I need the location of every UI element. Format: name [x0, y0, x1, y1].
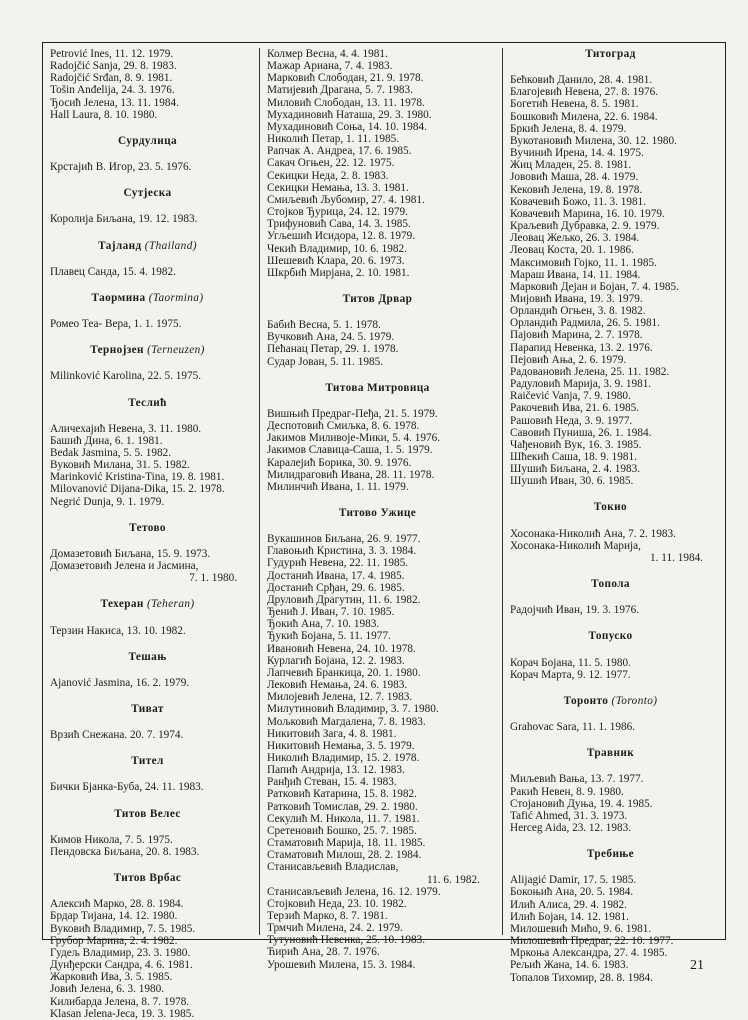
town-heading	[267, 507, 502, 519]
name-entry: Стојковић Неда, 23. 10. 1982.	[267, 897, 407, 910]
spacer	[510, 60, 725, 74]
spacer	[50, 199, 259, 213]
town-section	[50, 508, 259, 585]
name-entry: Бабић Весна, 5. 1. 1978.	[267, 319, 381, 332]
name-entry: Жарковић Ива, 3. 5. 1985.	[50, 971, 173, 984]
town-section	[50, 48, 259, 121]
name-entry: Дунђерски Сандра, 4. 6. 1981.	[50, 959, 193, 972]
town-name-foreign: (Toronto)	[611, 694, 658, 707]
name-entry: Petrović Ines, 11. 12. 1979.	[50, 48, 174, 60]
spacer	[510, 860, 725, 874]
town-name-foreign: (Teheran)	[147, 598, 195, 611]
spacer	[50, 858, 259, 872]
town-section	[267, 48, 502, 279]
town-heading	[510, 630, 725, 642]
name-entry: Пајовић Марина, 2. 7. 1978.	[510, 329, 643, 342]
name-entry: Marinković Kristina-Tina, 19. 8. 1981.	[50, 471, 225, 484]
spacer	[50, 637, 259, 651]
name-entry: Миљевић Вања, 13. 7. 1977.	[510, 773, 644, 786]
town-heading	[267, 293, 502, 305]
name-entry: Каралејић Борика, 30. 9. 1976.	[267, 456, 412, 469]
name-entry: Ромео Теа- Вера, 1. 1. 1975.	[50, 318, 182, 331]
name-entry: Шћекић Саша, 18. 9. 1981.	[510, 451, 637, 463]
spacer	[510, 733, 725, 747]
name-entry: Гудурић Невена, 22. 11. 1985.	[267, 557, 409, 570]
spacer	[267, 394, 502, 408]
name-entry: Јакимов Миливоје-Мики, 5. 4. 1976.	[267, 432, 441, 445]
name-entry: Друловић Драгутин, 11. 6. 1982.	[267, 593, 421, 606]
name-entry: Milinković Karolina, 22. 5. 1975.	[50, 370, 202, 383]
name-entry: Орландић Огњен, 3. 8. 1982.	[510, 305, 646, 318]
name-entry: Ивановић Невена, 24. 10. 1978.	[267, 642, 416, 655]
name-entry: Negrić Dunja, 9. 1. 1979.	[50, 495, 165, 508]
name-entry: Сакач Огњен, 22. 12. 1975.	[267, 157, 395, 170]
name-entry: Секицки Немања, 13. 3. 1981.	[267, 181, 409, 194]
name-entry: Мухадиновић Соња, 14. 10. 1984.	[267, 120, 427, 133]
name-entry: Секицки Неда, 2. 8. 1983.	[267, 169, 389, 182]
name-entry: Папић Андрија, 13. 12. 1983.	[267, 764, 405, 777]
spacer	[50, 715, 259, 729]
name-entry: Шешевић Клара, 20. 6. 1973.	[267, 254, 405, 267]
name-entry: Домазетовић Јелена и Јасмина,	[50, 560, 199, 573]
name-entry: Ђукић Бојана, 5. 11. 1977.	[267, 630, 391, 643]
town-name: Техеран	[100, 598, 144, 611]
name-entry: Шушић Иван, 30. 6. 1985.	[510, 475, 634, 488]
town-name: Таормина	[91, 291, 146, 304]
name-entry: Ракић Невен, 8. 9. 1980.	[510, 785, 624, 798]
town-section	[50, 278, 259, 330]
spacer	[50, 794, 259, 808]
name-entry: Милинчић Ивана, 1. 11. 1979.	[267, 480, 409, 493]
spacer	[50, 356, 259, 370]
name-entry: Рапчак А. Андреа, 17. 6. 1985.	[267, 145, 412, 158]
name-entry: Никитовић Немања, 3. 5. 1979.	[267, 739, 415, 752]
town-section	[50, 173, 259, 225]
name-entry: Судар Јован, 5. 11. 1985.	[267, 355, 384, 368]
name-entry: Милошевић Мићо, 9. 6. 1981.	[510, 922, 652, 935]
name-entry: Вишњић Предраг-Пеђа, 21. 5. 1979.	[267, 407, 438, 420]
town-section	[510, 564, 725, 616]
name-entry: Чекић Владимир, 10. 6. 1982.	[267, 242, 407, 255]
page-number: 21	[690, 958, 704, 973]
name-entry: Никитовић Зага, 4. 8. 1981.	[267, 727, 397, 740]
spacer	[510, 487, 725, 501]
name-entry: Ђокић Ана, 7. 10. 1983.	[267, 618, 380, 631]
spacer	[50, 147, 259, 161]
town-section	[50, 226, 259, 278]
name-entry: Ковачевић Марина, 16. 10. 1979.	[510, 207, 665, 220]
name-entry: Ђенић Ј. Иван, 7. 10. 1985.	[267, 606, 395, 619]
spacer	[510, 643, 725, 657]
spacer	[267, 493, 502, 507]
name-entry: Ратковић Катарина, 15. 8. 1982.	[267, 788, 417, 801]
name-entry: Корач Марта, 9. 12. 1977.	[510, 668, 631, 681]
town-name: Титоград	[585, 48, 636, 60]
name-entry: Шкрбић Мирјана, 2. 10. 1981.	[267, 266, 410, 279]
name-entry: Милидраговић Ивана, 28. 11. 1978.	[267, 468, 435, 481]
name-entry: Илић Бојан, 14. 12. 1981.	[510, 910, 629, 923]
name-entry: Хосонака-Николић Ана, 7. 2. 1983.	[510, 527, 676, 540]
name-entry: Грубор Марина, 2. 4. 1982.	[50, 934, 178, 947]
name-entry: Пећанац Петар, 29. 1. 1978.	[267, 343, 399, 356]
spacer	[510, 514, 725, 528]
name-entry: Марковић Дејан и Бојан, 7. 4. 1985.	[510, 280, 679, 293]
town-name: Титов Дрвар	[342, 292, 413, 305]
name-entry: Hall Laura, 8. 10. 1980.	[50, 108, 158, 121]
town-name-foreign: (Taormina)	[148, 291, 204, 304]
name-entry: Терзин Накиса, 13. 10. 1982.	[50, 624, 186, 637]
name-entry: Колмер Весна, 4. 4. 1981.	[267, 48, 388, 60]
spacer	[50, 226, 259, 240]
name-entry: Миловић Слободан, 13. 11. 1978.	[267, 96, 425, 109]
spacer	[510, 590, 725, 604]
town-name-foreign: (Thailand)	[144, 239, 197, 252]
name-entry: Смиљевић Љубомир, 27. 4. 1981.	[267, 193, 425, 206]
name-entry: Секулић М. Никола, 11. 7. 1981.	[267, 812, 420, 825]
town-heading	[267, 382, 502, 394]
name-entry: Леовац Коста, 20. 1. 1986.	[510, 244, 634, 257]
spacer	[50, 409, 259, 423]
town-heading	[510, 578, 725, 590]
town-heading	[50, 703, 259, 715]
name-entry: Урошевић Милена, 15. 3. 1984.	[267, 958, 416, 971]
name-entry: Милојевић Јелена, 12. 7. 1983.	[267, 691, 413, 704]
name-entry: Вучковић Ана, 24. 5. 1979.	[267, 331, 395, 344]
name-entry: Ковачевић Божо, 11. 3. 1981.	[510, 195, 647, 208]
name-entry: Tošin Anđelija, 24. 3. 1976.	[50, 84, 175, 97]
name-entry: Илић Алиса, 29. 4. 1982.	[510, 898, 627, 911]
name-entry: Чађеновић Вук, 16. 3. 1985.	[510, 438, 642, 451]
name-entry: Јововић Маша, 28. 4. 1979.	[510, 171, 639, 184]
town-heading	[50, 651, 259, 663]
town-heading	[50, 755, 259, 767]
town-heading	[50, 135, 259, 147]
name-entry: Ратковић Томислав, 29. 2. 1980.	[267, 800, 418, 813]
entry-date-continuation: 11. 6. 1982.	[426, 873, 480, 886]
name-entry: Бокоњић Ана, 20. 5. 1984.	[510, 886, 634, 899]
spacer	[510, 564, 725, 578]
name-entry: Достанић Срђан, 29. 6. 1985.	[267, 581, 405, 594]
name-entry: Бркић Јелена, 8. 4. 1979.	[510, 122, 627, 135]
spacer	[50, 741, 259, 755]
name-entry: Klasan Jelena-Jeca, 19. 3. 1985.	[50, 1007, 195, 1020]
spacer	[267, 279, 502, 293]
town-name: Тител	[131, 755, 164, 768]
name-entry: Станисављевић Јелена, 16. 12. 1979.	[267, 885, 441, 898]
name-entry: Врзић Снежана. 20. 7. 1974.	[50, 729, 184, 742]
town-heading	[510, 695, 725, 707]
town-name: Тешањ	[128, 650, 167, 663]
name-entry: Бећковић Данило, 28. 4. 1981.	[510, 74, 653, 87]
name-entry: Шушић Биљана, 2. 4. 1983.	[510, 463, 641, 476]
town-section	[267, 368, 502, 493]
town-section	[50, 794, 259, 858]
name-entry: Вукотановић Милена, 30. 12. 1980.	[510, 134, 677, 147]
name-entry: Ракочевић Ива, 21. 6. 1985.	[510, 402, 640, 415]
name-entry: Ранђић Стеван, 15. 4. 1983.	[267, 776, 397, 789]
town-heading	[510, 48, 725, 60]
name-entry: Милошевић Предраг, 22. 10. 1977.	[510, 935, 674, 948]
town-name-foreign: (Terneuzen)	[147, 344, 205, 357]
name-entry: Парапид Невенка, 13. 2. 1976.	[510, 341, 653, 354]
name-entry: Ђосић Јелена, 13. 11. 1984.	[50, 96, 179, 109]
name-entry: Башић Дина, 6. 1. 1981.	[50, 434, 163, 447]
name-entry: Курлагић Бојана, 12. 2. 1983.	[267, 654, 405, 667]
spacer	[50, 278, 259, 292]
name-entry: Мухадиновић Наташа, 29. 3. 1980.	[267, 108, 432, 121]
name-entry: Јовић Јелена, 6. 3. 1980.	[50, 983, 165, 996]
town-section	[50, 121, 259, 173]
town-section	[50, 330, 259, 382]
name-entry: Radojčić Srđan, 8. 9. 1981.	[50, 72, 173, 85]
name-entry: Мараш Ивана, 14. 11. 1984.	[510, 268, 641, 281]
spacer	[50, 508, 259, 522]
name-entry: Брдар Тијана, 14. 12. 1980.	[50, 910, 178, 923]
town-name: Тиват	[131, 703, 164, 715]
name-entry: Ajanović Jasmina, 16. 2. 1979.	[50, 676, 190, 689]
town-section	[510, 733, 725, 834]
spacer	[50, 383, 259, 397]
name-entry: Стаматовић Марија, 18. 11. 1985.	[267, 837, 426, 850]
name-entry: Килибарда Јелена, 8. 7. 1978.	[50, 995, 190, 1008]
town-heading	[510, 848, 725, 860]
spacer	[50, 611, 259, 625]
name-entry: Радојчић Иван, 19. 3. 1976.	[510, 604, 640, 617]
town-section	[50, 689, 259, 741]
name-entry: Пендовска Биљана, 20. 8. 1983.	[50, 845, 200, 858]
name-entry: Сретеновић Бошко, 25. 7. 1985.	[267, 824, 417, 837]
name-entry: Милутиновић Владимир, 3. 7. 1980.	[267, 703, 439, 716]
town-name: Теслић	[128, 396, 167, 409]
town-name: Токио	[593, 501, 628, 514]
spacer	[50, 173, 259, 187]
spacer	[50, 689, 259, 703]
spacer	[50, 252, 259, 266]
name-entry: Корач Бојана, 11. 5. 1980.	[510, 656, 631, 669]
town-heading	[50, 240, 259, 252]
name-entry: Матијевић Драгана, 5. 7. 1983.	[267, 84, 413, 97]
name-entry: Grahovac Sara, 11. 1. 1986.	[510, 721, 635, 734]
name-entry: Богетић Невена, 8. 5. 1981.	[510, 98, 639, 111]
name-entry: Максимовић Гојко, 11. 1. 1985.	[510, 256, 657, 269]
column-3	[502, 48, 725, 984]
town-section	[50, 383, 259, 508]
name-entry: Достанић Ивана, 17. 4. 1985.	[267, 569, 405, 582]
town-heading	[50, 598, 259, 610]
name-entry: Рељић Жана, 14. 6. 1983.	[510, 959, 629, 972]
name-entry: Аличехајић Невена, 3. 11. 1980.	[50, 422, 202, 435]
page-frame	[42, 42, 726, 1020]
spacer	[50, 663, 259, 677]
name-entry: Леовац Жељко, 26. 3. 1984.	[510, 232, 640, 245]
town-heading	[510, 501, 725, 513]
name-entry: Лековић Немања, 24. 6. 1983.	[267, 679, 408, 692]
entry-date-continuation: 7. 1. 1980.	[189, 572, 237, 585]
name-entry: Milovanović Dijana-Dika, 15. 2. 1978.	[50, 483, 225, 496]
spacer	[510, 681, 725, 695]
town-heading	[50, 872, 259, 884]
name-entry: Herceg Aida, 23. 12. 1983.	[510, 821, 632, 834]
name-entry: Кимов Никола, 7. 5. 1975.	[50, 833, 173, 846]
town-name: Сурдулица	[117, 134, 178, 147]
column-1	[43, 48, 259, 1020]
spacer	[50, 534, 259, 548]
name-entry: Вучинић Ирена, 14. 4. 1975.	[510, 147, 644, 160]
name-entry: Tafić Ahmed, 31. 3. 1973.	[510, 809, 628, 822]
town-section	[510, 616, 725, 680]
town-heading	[50, 808, 259, 820]
town-name: Тајланд	[98, 239, 142, 252]
entry-date-continuation: 1. 11. 1984.	[650, 551, 703, 564]
name-entry: Жиц Младен, 25. 8. 1981.	[510, 159, 632, 172]
name-entry: Стаматовић Милош, 28. 2. 1984.	[267, 849, 422, 862]
name-entry: Главоњић Кристина, 3. 3. 1984.	[267, 545, 417, 558]
name-entry: Домазетовић Биљана, 15. 9. 1973.	[50, 547, 211, 560]
name-entry: Плавец Санда, 15. 4. 1982.	[50, 265, 176, 278]
name-entry: Трмчић Милена, 24. 2. 1979.	[267, 922, 403, 935]
town-name: Тернојзен	[90, 344, 144, 357]
name-entry: Краљевић Дубравка, 2. 9. 1979.	[510, 220, 660, 233]
town-section	[510, 48, 725, 487]
town-heading	[50, 292, 259, 304]
name-entry: Вуковић Милана, 31. 5. 1982.	[50, 459, 190, 472]
town-name: Топуско	[588, 630, 633, 643]
name-entry: Вуковић Владимир, 7. 5. 1985.	[50, 922, 196, 935]
name-entry: Вукашинов Биљана, 26. 9. 1977.	[267, 533, 421, 546]
town-heading	[50, 344, 259, 356]
town-section	[50, 741, 259, 793]
name-entry: Бички Бјанка-Буба, 24. 11. 1983.	[50, 781, 204, 794]
town-name: Сутјеска	[123, 187, 172, 200]
spacer	[267, 305, 502, 319]
town-heading	[50, 187, 259, 199]
town-heading	[50, 397, 259, 409]
spacer	[50, 584, 259, 598]
town-name: Титов Велес	[114, 807, 181, 820]
name-entry: Хосонака-Николић Марија,	[510, 539, 641, 552]
spacer	[510, 707, 725, 721]
name-entry: Деспотовић Смиљка, 8. 6. 1978.	[267, 420, 420, 433]
name-entry: Угљешић Исидора, 12. 8. 1979.	[267, 230, 416, 243]
spacer	[50, 304, 259, 318]
name-entry: Radojčić Sanja, 29. 8. 1983.	[50, 60, 177, 73]
name-entry: Пејовић Ања, 2. 6. 1979.	[510, 353, 627, 366]
name-entry: Ћирић Ана, 28. 7. 1976.	[267, 946, 380, 959]
spacer	[50, 121, 259, 135]
name-entry: Мркоња Александра, 27. 4. 1985.	[510, 947, 668, 960]
town-name: Торонто	[563, 694, 609, 707]
name-entry: Стојков Ђурица, 24. 12. 1979.	[267, 206, 408, 219]
spacer	[267, 519, 502, 533]
town-name: Титов Врбас	[113, 872, 182, 885]
spacer	[267, 368, 502, 382]
name-entry: Јакимов Славица-Саша, 1. 5. 1979.	[267, 444, 433, 457]
name-entry: Савовић Пуниша, 26. 1. 1984.	[510, 426, 652, 439]
name-entry: Станисављевић Владислав,	[267, 861, 399, 874]
name-entry: Терзић Марко, 8. 7. 1981.	[267, 910, 388, 922]
name-entry: Alijagić Damir, 17. 5. 1985.	[510, 874, 637, 887]
name-entry: Орландић Радмила, 26. 5. 1981.	[510, 317, 660, 330]
name-entry: Мијовић Ивана, 19. 3. 1979.	[510, 292, 643, 305]
town-section	[267, 493, 502, 971]
name-entry: Bedak Jasmina, 5. 5. 1982.	[50, 446, 172, 459]
name-entry: Тутуновић Невенка, 25. 10. 1983.	[267, 934, 426, 947]
spacer	[50, 767, 259, 781]
name-entry: Бошковић Милена, 22. 6. 1984.	[510, 110, 658, 123]
name-entry: Марковић Слободан, 21. 9. 1978.	[267, 72, 424, 85]
town-name: Травник	[586, 747, 635, 760]
name-entry: Трифуновић Сава, 14. 3. 1985.	[267, 218, 411, 231]
name-entry: Королија Биљана, 19. 12. 1983.	[50, 213, 198, 226]
name-entry: Крстајић В. Игор, 23. 5. 1976.	[50, 161, 192, 174]
name-entry: Радовановић Јелена, 25. 11. 1982.	[510, 365, 670, 378]
spacer	[50, 330, 259, 344]
name-entry: Мољковић Магдалена, 7. 8. 1983.	[267, 715, 426, 728]
column-2	[259, 48, 502, 971]
town-name: Титово Ужице	[338, 507, 417, 519]
spacer	[50, 884, 259, 898]
town-section	[50, 637, 259, 689]
name-entry: Стојановић Дуња, 19. 4. 1985.	[510, 797, 653, 810]
name-entry: Топалов Тихомир, 28. 8. 1984.	[510, 971, 653, 984]
town-section	[267, 279, 502, 368]
name-entry: Лапчевић Бранкица, 20. 1. 1980.	[267, 666, 421, 679]
spacer	[510, 759, 725, 773]
town-heading	[510, 747, 725, 759]
name-entry: Радуловић Марија, 3. 9. 1981.	[510, 378, 652, 391]
town-section	[510, 681, 725, 733]
name-entry: Николић Владимир, 15. 2. 1978.	[267, 751, 420, 764]
town-section	[510, 487, 725, 564]
name-entry: Кековић Јелена, 19. 8. 1978.	[510, 183, 643, 196]
town-name: Титова Митровица	[325, 381, 430, 394]
town-section	[50, 584, 259, 636]
town-name: Тетово	[129, 521, 166, 534]
name-entry: Raičević Vanja, 7. 9. 1980.	[510, 390, 631, 403]
name-entry: Рашовић Неда, 3. 9. 1977.	[510, 414, 633, 427]
name-entry: Мажар Ариана, 7. 4. 1983.	[267, 60, 393, 73]
name-entry: Алексић Марко, 28. 8. 1984.	[50, 898, 184, 911]
spacer	[510, 616, 725, 630]
spacer	[510, 834, 725, 848]
name-entry: Благојевић Невена, 27. 8. 1976.	[510, 86, 658, 99]
town-name: Требиње	[586, 848, 635, 861]
town-heading	[50, 522, 259, 534]
name-entry: Николић Петар, 1. 11. 1985.	[267, 133, 400, 146]
town-name: Топола	[591, 578, 630, 591]
town-section	[50, 858, 259, 1020]
spacer	[50, 820, 259, 834]
name-entry: Гудељ Владимир, 23. 3. 1980.	[50, 946, 191, 959]
